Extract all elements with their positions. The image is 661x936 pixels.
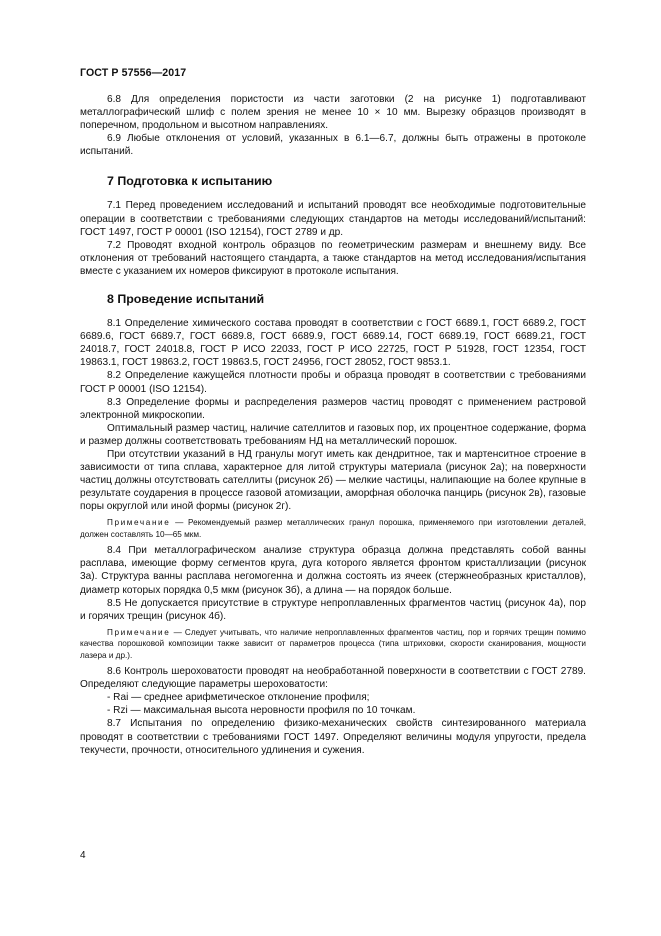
section-8-heading: 8 Проведение испытаний: [107, 292, 265, 307]
paragraph-8-3-particles: Оптимальный размер частиц, наличие сателлитов и газовых пор, их процентное содержание, форма и размер должны соответствовать требованиям НД на металлический порошок.: [80, 422, 586, 447]
page-number: 4: [80, 850, 86, 861]
paragraph-8-2: 8.2 Определение кажущейся плотности пробы и образца проводят в соответствии с требованиями ГОСТ Р 00001 (ISO 12154).: [80, 370, 586, 395]
paragraph-7-1: 7.1 Перед проведением исследований и испытаний проводят все необходимые подготовительные операции в соответствии с требованиями следующих стандартов на методы исследований/испытаний: ГОСТ 1497, ГОСТ Р 00001 (ISO 12154), ГОСТ 2789 и др.: [80, 200, 586, 238]
list-item-rzi: - Rzi — максимальная высота неровности профиля по 10 точкам.: [107, 705, 416, 717]
paragraph-8-3: 8.3 Определение формы и распределения размеров частиц проводят с применением растровой электронной микроскопии.: [80, 396, 586, 421]
note-1-text: — Рекомендуемый размер металлических гранул порошка, применяемого при изготовлении деталей, должен составлять 10—65 мкм.: [80, 518, 586, 539]
section-7-heading: 7 Подготовка к испытанию: [107, 174, 273, 189]
standard-header: ГОСТ Р 57556—2017: [80, 67, 187, 79]
note-2-label: Примечание: [107, 627, 171, 637]
document-body: [80, 93, 586, 757]
paragraph-8-6: 8.6 Контроль шероховатости проводят на необработанной поверхности в соответствии с ГОСТ 2789. Определяют следующие параметры шероховатости:: [80, 666, 586, 691]
note-1: [80, 517, 586, 540]
paragraph-8-7: 8.7 Испытания по определению физико-механических свойств синтезированного материала проводят в соответствии с требованиями ГОСТ 1497. Определяют величины модуля упругости, предела текучести, прочности, относительного удлинения и сужения.: [80, 718, 586, 756]
paragraph-6-9: 6.9 Любые отклонения от условий, указанных в 6.1—6.7, должны быть отражены в протоколе испытаний.: [80, 133, 586, 158]
note-2: [80, 627, 586, 661]
paragraph-8-3-granules: При отсутствии указаний в НД гранулы могут иметь как дендритное, так и мартенситное строение в зависимости от типа сплава, характерное для литой структуры материала (рисунок 2а); на поверхности частиц должны отсутствовать сателлиты (рисунок 2б) — мелкие частицы, налипающие на более крупные в результате соударения в процессе газовой атомизации, аморфная оболочка панцирь (рисунок 2в), газовые поры округлой или иной формы (рисунок 2г).: [80, 448, 586, 513]
paragraph-8-4: 8.4 При металлографическом анализе структура образца должна представлять собой ванны расплава, имеющие форму сегментов круга, дуга которого является фронтом кристаллизации (рисунок 3а). Структура ванны расплава негомогенна и должна состоять из ячеек (стержнеобразных кристаллов), диаметр которых порядка 0,5 мкм (рисунок 3б), а длина — на порядок больше.: [80, 545, 586, 596]
list-item-rai: - Rai — среднее арифметическое отклонение профиля;: [107, 692, 370, 704]
paragraph-8-1: 8.1 Определение химического состава проводят в соответствии с ГОСТ 6689.1, ГОСТ 6689.2, ГОСТ 6689.6, ГОСТ 6689.7, ГОСТ 6689.8, ГОСТ 6689.9, ГОСТ 6689.14, ГОСТ 6689.19, ГОСТ 6689.21, ГОСТ 24018.7, ГОСТ 24018.8, ГОСТ Р ИСО 22033, ГОСТ Р ИСО 22725, ГОСТ Р 51928, ГОСТ 12354, ГОСТ 19863.1, ГОСТ 19863.2, ГОСТ 19863.5, ГОСТ 24956, ГОСТ 28052, ГОСТ 9853.1.: [80, 318, 586, 369]
paragraph-7-2: 7.2 Проводят входной контроль образцов по геометрическим размерам и внешнему виду. Все отклонения от требований настоящего стандарта, а также стандартов на метод исследования/испытания вместе с указанием их номеров фиксируют в протоколе испытания.: [80, 239, 586, 277]
note-2-text: — Следует учитывать, что наличие непроплавленных фрагментов частиц, пор и горячих трещин помимо качества порошковой композиции также зависит от параметров процесса (типа штриховки, скорости сканирования, мощности лазера и др.).: [80, 627, 586, 660]
paragraph-8-5: 8.5 Не допускается присутствие в структуре непроплавленных фрагментов частиц (рисунок 4а), пор и горячих трещин (рисунок 4б).: [80, 597, 586, 622]
paragraph-6-8: 6.8 Для определения пористости из части заготовки (2 на рисунке 1) подготавливают металлографический шлиф с полем зрения не менее 10 × 10 мм. Вырезку образцов производят в поперечном, продольном и высотном направлениях.: [80, 94, 586, 132]
note-1-label: Примечание: [107, 518, 171, 528]
